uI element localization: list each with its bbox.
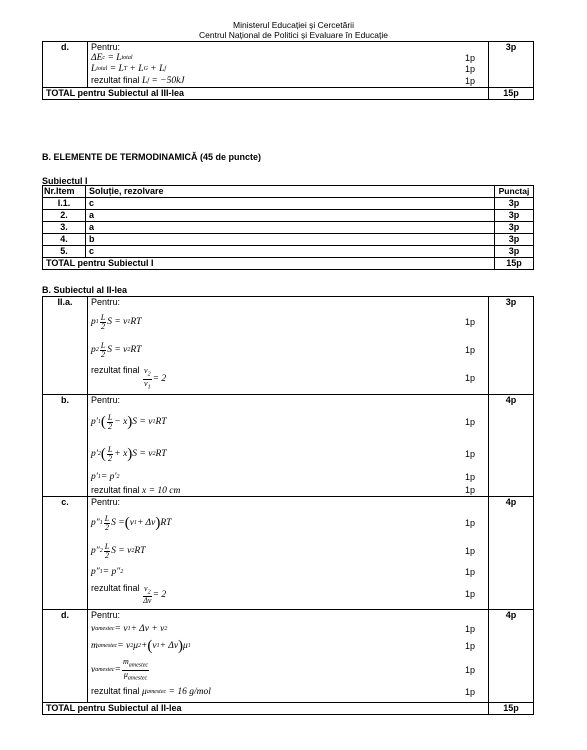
item-row-c [43,497,534,610]
item-cell: b. [43,395,88,497]
formula-line [91,64,485,75]
pentru-label: Pentru: [91,297,121,307]
score-cell: 3p [495,234,534,246]
points: 1p [464,588,475,599]
formula-line [91,655,485,685]
formula: p″ 2 $\frac{L}{2}$ S = ν 2 RT [91,541,146,560]
formula-line [91,580,485,608]
formula: p′ 2 ( $\frac{L}{2}$ + x ) S = ν 2 RT [91,444,167,463]
solution-cell [88,42,489,88]
formula-line [91,564,485,580]
formula: p 2 $\frac{L}{2}$ S = ν 2 RT [91,340,142,359]
item-row-a [43,297,534,395]
points: 1p [464,485,475,495]
formula-line [91,438,485,470]
formula-line [91,308,485,336]
header-line-2: Centrul Național de Politici și Evaluare în Educație [199,30,388,40]
item-cell: d. [43,42,88,88]
score-cell: 3p [489,42,534,88]
total-score: 15p [495,258,534,270]
pentru-label: Pentru: [91,395,121,405]
subiect-1-table [42,185,534,270]
formula: p″ 1 $\frac{L}{2}$ S = ( ν 1 + Δν ) RT [91,513,172,532]
formula-line [91,53,485,64]
score-cell: 4p [489,497,534,610]
pentru-label: Pentru: [91,610,121,620]
answer-cell: a [86,222,495,234]
points: 1p [464,545,475,556]
col-header-score: Punctaj [495,186,534,198]
points: 1p [464,372,475,383]
top-row-d [43,42,534,88]
total-row [43,703,534,715]
formula-line [91,75,485,87]
solution-cell [88,610,489,703]
formula: ν amestec = $\frac{m_{amestec}}{\mu_{amestec}}$ [91,656,149,682]
points: 1p [464,64,475,74]
points: 1p [464,566,475,577]
formula-line [91,364,485,392]
score-cell: 4p [489,610,534,703]
solution-cell [88,497,489,610]
answer-cell: c [86,198,495,210]
total-row [43,258,534,270]
formula: rezultat final L f = −50kJ [91,75,185,86]
item-cell: I.1. [43,198,86,210]
table-row [43,234,534,246]
total-label: TOTAL pentru Subiectul al III-lea [43,88,489,100]
points: 1p [464,623,475,634]
score-cell: 3p [495,210,534,222]
formula: rezultat final $\frac{\nu_2}{\Delta\nu}$ = 2 [91,582,167,606]
points: 1p [464,640,475,651]
points: 1p [464,75,475,86]
table-row [43,210,534,222]
table-row [43,246,534,258]
points: 1p [464,517,475,528]
answer-cell: a [86,210,495,222]
formula: p 1 $\frac{L}{2}$ S = ν 1 RT [91,312,142,331]
formula-line [91,406,485,438]
points: 1p [464,664,475,675]
formula: rezultat final $\frac{\nu_2}{\nu_1}$ = 2 [91,364,167,391]
total-row [43,88,534,100]
total-score: 15p [489,88,534,100]
total-score: 15p [489,703,534,715]
pentru-label: Pentru: [91,497,121,507]
points: 1p [464,448,475,459]
score-cell: 3p [495,198,534,210]
formula: p′ 1 = p′ 2 [91,472,120,482]
col-header-solution: Soluție, rezolvare [86,186,495,198]
answer-cell: c [86,246,495,258]
points: 1p [464,344,475,355]
formula: rezultat final μ amestec = 16 g/mol [91,686,211,697]
pentru-label: Pentru: [91,42,121,52]
total-label: TOTAL pentru Subiectul I [43,258,495,270]
item-cell: 5. [43,246,86,258]
subsection-title: B. Subiectul al II-lea [42,285,128,295]
points: 1p [464,686,475,697]
total-label: TOTAL pentru Subiectul al II-lea [43,703,489,715]
item-cell: 4. [43,234,86,246]
item-row-b [43,395,534,497]
formula: ν amestec = ν 1 + Δν + ν 2 [91,623,168,634]
points: 1p [464,472,475,482]
formula-line [91,508,485,538]
score-cell: 3p [495,222,534,234]
formula: m amestec = ν 2 μ 2 + ( ν 1 + Δν ) μ 1 [91,638,191,654]
points: 1p [464,53,475,63]
score-cell: 3p [489,297,534,395]
formula: p′ 1 ( $\frac{L}{2}$ − x ) S = ν 1 RT [91,412,167,431]
solution-cell [88,297,489,395]
item-cell: d. [43,610,88,703]
score-cell: 4p [489,395,534,497]
formula: ΔE c = L total [91,53,133,63]
formula-line [91,485,485,496]
col-header-item: Nr.Item [43,186,86,198]
formula: p″ 1 = p″ 2 [91,566,124,577]
table-row [43,198,534,210]
subiect-2-table [42,296,534,715]
formula-line [91,637,485,655]
score-cell: 3p [495,246,534,258]
formula-line [91,538,485,564]
points: 1p [464,416,475,427]
header-row [43,186,534,198]
top-table [42,41,534,100]
item-cell: II.a. [43,297,88,395]
answer-cell: b [86,234,495,246]
header-line-1: Ministerul Educației și Cercetării [233,20,354,30]
item-row-d [43,610,534,703]
item-cell: c. [43,497,88,610]
formula-line [91,470,485,485]
document-header [0,20,587,40]
item-cell: 3. [43,222,86,234]
formula: rezultat final x = 10 cm [91,484,181,496]
solution-cell [88,395,489,497]
section-title: B. ELEMENTE DE TERMODINAMICĂ (45 de puncte) [42,152,262,162]
formula: L total = L T + L G + L f [91,64,167,74]
subsection-title: Subiectul I [42,176,88,186]
formula-line [91,685,485,699]
item-cell: 2. [43,210,86,222]
points: 1p [464,316,475,327]
table-row [43,222,534,234]
formula-line [91,621,485,637]
formula-line [91,336,485,364]
